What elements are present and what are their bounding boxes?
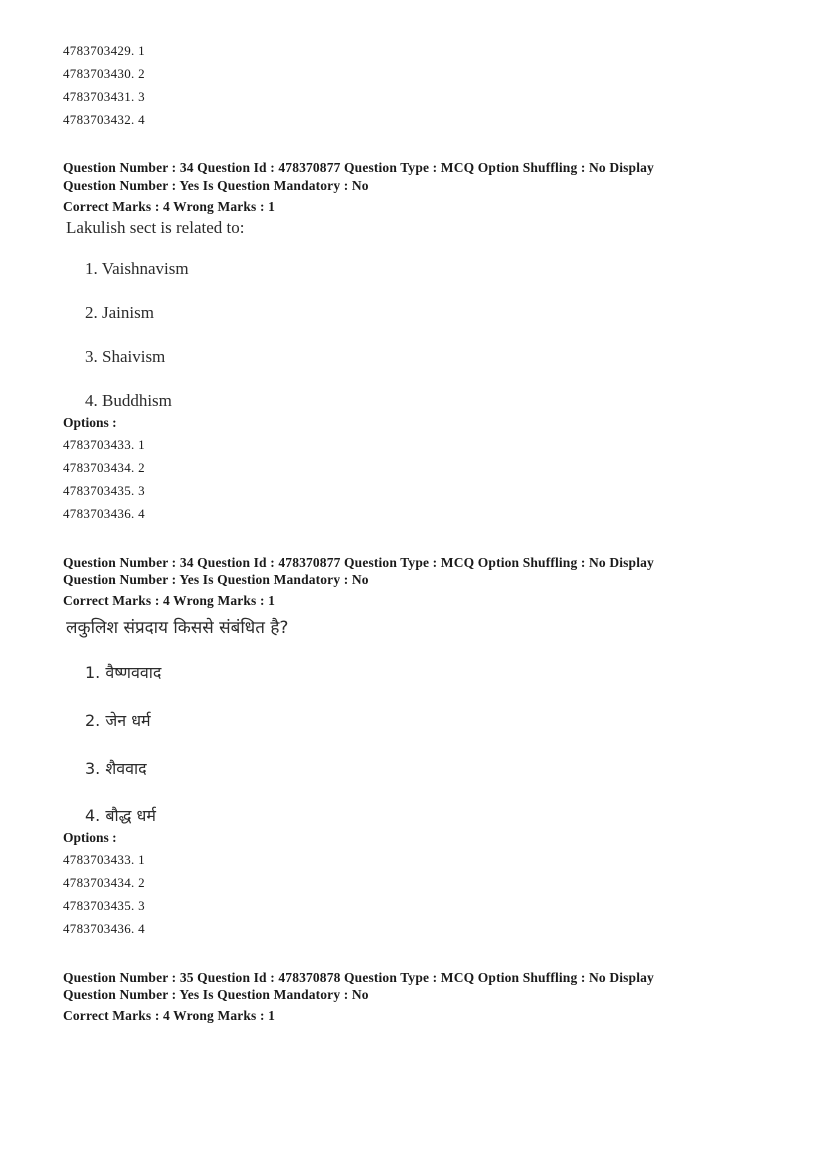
answer-choice: 1. Vaishnavism <box>85 259 189 278</box>
options-label: Options : <box>63 415 117 430</box>
answer-choice: 1. वैष्णववाद <box>85 663 162 682</box>
question-meta-line: Question Number : Yes Is Question Mandatory : No <box>63 572 369 587</box>
option-line: 4783703436. 4 <box>63 506 145 521</box>
options-label: Options : <box>63 830 117 845</box>
answer-choice: 4. Buddhism <box>85 391 172 410</box>
option-line: 4783703432. 4 <box>63 112 145 127</box>
marks-line: Correct Marks : 4 Wrong Marks : 1 <box>63 199 276 214</box>
answer-choice: 2. जेन धर्म <box>85 711 151 730</box>
question-meta-line: Question Number : 35 Question Id : 478370878 Question Type : MCQ Option Shuffling : No Display <box>63 970 654 985</box>
option-line: 4783703431. 3 <box>63 89 145 104</box>
question-stem: लकुलिश संप्रदाय किससे संबंधित है? <box>66 618 289 638</box>
question-meta-line: Question Number : Yes Is Question Mandatory : No <box>63 178 369 193</box>
marks-line: Correct Marks : 4 Wrong Marks : 1 <box>63 593 276 608</box>
option-line: 4783703435. 3 <box>63 898 145 913</box>
answer-choice: 4. बौद्ध धर्म <box>85 806 156 825</box>
answer-choice: 3. शैववाद <box>85 759 147 778</box>
answer-choice: 3. Shaivism <box>85 347 166 366</box>
option-line: 4783703429. 1 <box>63 43 145 58</box>
marks-line: Correct Marks : 4 Wrong Marks : 1 <box>63 1008 276 1023</box>
option-line: 4783703434. 2 <box>63 875 145 890</box>
option-line: 4783703434. 2 <box>63 460 145 475</box>
option-line: 4783703433. 1 <box>63 437 145 452</box>
option-line: 4783703435. 3 <box>63 483 145 498</box>
option-line: 4783703430. 2 <box>63 66 145 81</box>
question-stem: Lakulish sect is related to: <box>66 218 245 237</box>
option-line: 4783703436. 4 <box>63 921 145 936</box>
option-line: 4783703433. 1 <box>63 852 145 867</box>
question-meta-line: Question Number : 34 Question Id : 478370877 Question Type : MCQ Option Shuffling : No Display <box>63 555 654 570</box>
question-meta-line: Question Number : Yes Is Question Mandatory : No <box>63 987 369 1002</box>
answer-choice: 2. Jainism <box>85 303 154 322</box>
question-meta-line: Question Number : 34 Question Id : 478370877 Question Type : MCQ Option Shuffling : No Display <box>63 160 654 175</box>
